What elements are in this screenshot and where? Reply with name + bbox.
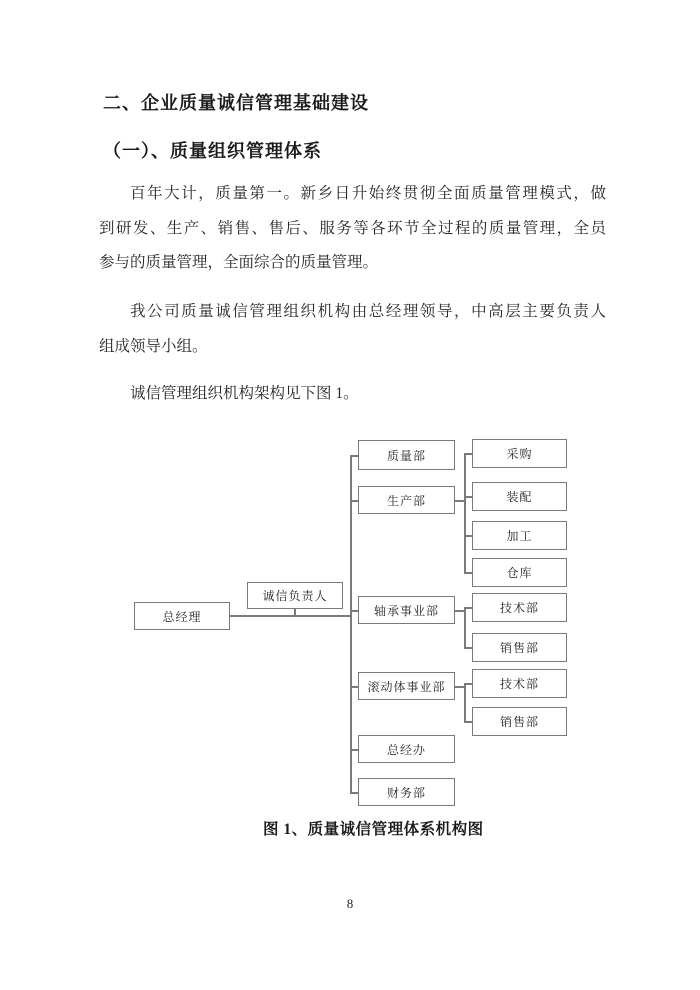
org-node-general-manager: 总经理 xyxy=(134,602,230,630)
org-node-production-dept: 生产部 xyxy=(358,486,455,514)
paragraph-2-line-1: 我公司质量诚信管理组织机构由总经理领导，中高层主要负责人 xyxy=(130,303,606,320)
org-node-bearing-tech-dept: 技术部 xyxy=(472,593,567,622)
org-node-bearing-division: 轴承事业部 xyxy=(358,596,455,624)
org-node-rolling-tech-dept: 技术部 xyxy=(472,669,567,698)
connector-bearing-children xyxy=(464,607,466,648)
org-node-rolling-division: 滚动体事业部 xyxy=(358,672,455,700)
subsection-heading: （一）、质量组织管理体系 xyxy=(103,141,322,161)
paragraph-1-line-2: 到研发、生产、销售、售后、服务等各环节全过程的质量管理，全员 xyxy=(99,219,606,237)
page-number: 8 xyxy=(346,896,354,911)
paragraph-1-line-1: 百年大计，质量第一。新乡日升始终贯彻全面质量管理模式，做 xyxy=(130,185,606,202)
org-node-gm-office: 总经办 xyxy=(358,735,455,763)
paragraph-2-line-2: 组成领导小组。 xyxy=(99,337,208,355)
org-node-assembly: 装配 xyxy=(472,482,567,511)
connector-trunk xyxy=(350,455,352,793)
org-node-machining: 加工 xyxy=(472,521,567,550)
figure-caption: 图 1、质量诚信管理体系机构图 xyxy=(263,821,484,838)
connector-rolling-children xyxy=(464,683,466,722)
org-node-bearing-sales-dept: 销售部 xyxy=(472,633,567,662)
connector-gm-to-trunk xyxy=(230,615,350,617)
paragraph-3-line-1: 诚信管理组织机构架构见下图 1。 xyxy=(130,385,359,402)
paragraph-1-line-3: 参与的质量管理，全面综合的质量管理。 xyxy=(99,254,379,272)
org-node-finance-dept: 财务部 xyxy=(358,778,455,806)
org-node-warehouse: 仓库 xyxy=(472,558,567,587)
org-node-purchasing: 采购 xyxy=(472,439,567,468)
org-node-rolling-sales-dept: 销售部 xyxy=(472,707,567,736)
org-node-integrity-leader: 诚信负责人 xyxy=(247,582,343,609)
connector-integrity-tick xyxy=(294,609,296,615)
section-heading: 二、企业质量诚信管理基础建设 xyxy=(103,93,369,113)
connector-production-children xyxy=(464,453,466,573)
org-node-quality-dept: 质量部 xyxy=(358,440,455,470)
